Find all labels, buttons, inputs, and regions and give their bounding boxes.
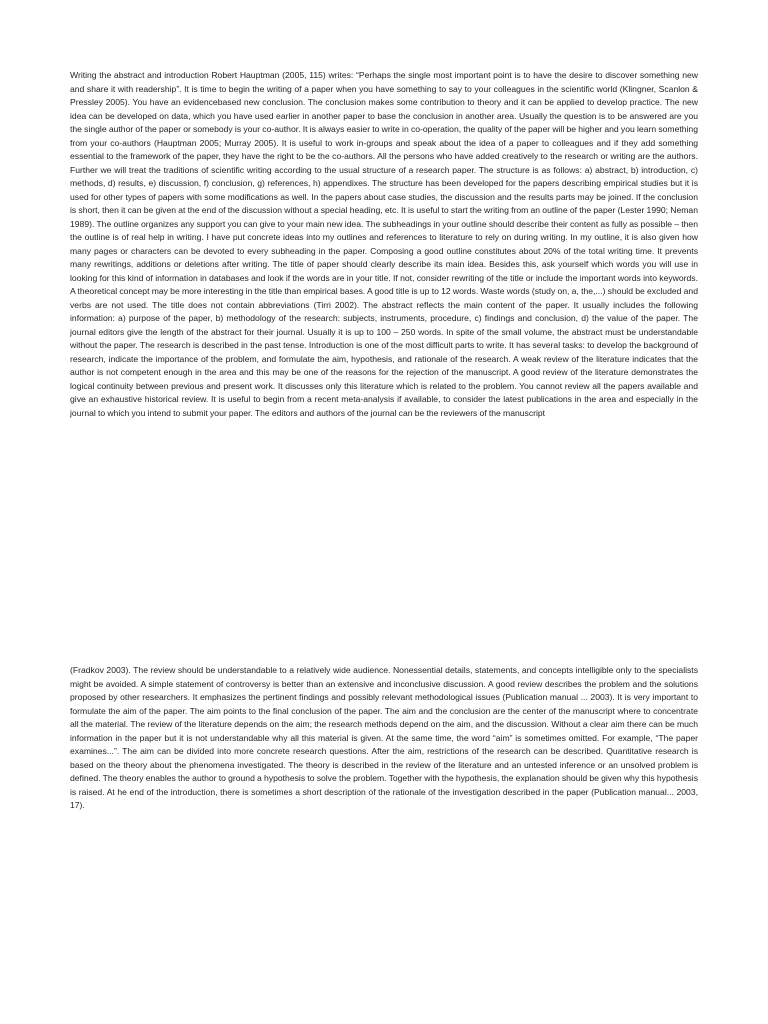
body-paragraph-2: (Fradkov 2003). The review should be understandable to a relatively wide audience. Nonessential details, statements, and concepts intelligible only to the specialists might be avoided. A simple statement of controversy is better than an extensive and inconclusive discussion. A good review describes the problem and the solutions proposed by other researchers. It emphasizes the pertinent findings and possibly relevant methodological issues (Publication manual ... 2003). It is very important to formulate the aim of the paper. The aim points to the final conclusion of the paper. The aim and the conclusion are the center of the manuscript where to concentrate all the material. The review of the literature depends on the aim; the research methods depend on the aim, and the discussion. Without a clear aim there can be much information in the paper but it is not understandable why all this material is given. At the same time, the word “aim” is sometimes omitted. For example, “The paper examines...”. The aim can be divided into more concrete research questions. After the aim, restrictions of the research can be described. Quantitative research is based on the theory about the phenomena investigated. The theory is described in the review of the literature and an untested inference or an unsolved problem is defined. The theory enables the author to ground a hypothesis to solve the problem. Together with the hypothesis, the explanation should be given why this hypothesis is raised. At he end of the introduction, there is sometimes a short description of the rationale of the investigation described in the paper (Publication manual... 2003, 17).	[70, 665, 698, 810]
body-paragraph-1: Writing the abstract and introduction Robert Hauptman (2005, 115) writes: “Perhaps the single most important point is to have the desire to discover something new and share it with readership”. It is time to begin the writing of a paper when you have something to say to your colleagues in the scientific world (Klingner, Scanlon & Pressley 2005). You have an evidencebased new conclusion. The conclusion makes some contribution to theory and it can be applied to develop practice. The new idea can be developed on data, which you have used earlier in another paper to base the conclusion in another area. Usually the question is to be answered are you the single author of the paper or somebody is your co-author. It is always easier to write in co-operation, the quality of the paper will be higher and you learn something from your co-authors (Hauptman 2005; Murray 2005). It is useful to work in-groups and speak about the idea of a paper to colleagues and if they add something essential to the framework of the paper, they have the right to be the co-authors. All the persons who have added creatively to the research or writing are the authors. Further we will treat the traditions of scientific writing according to the usual structure of a research paper. The structure is as follows: a) abstract, b) introduction, c) methods, d) results, e) discussion, f) conclusion, g) references, h) appendixes. The structure has been developed for the papers describing empirical studies but it is used for other types of papers with some modifications as well. In the papers about case studies, the discussion and the results parts may be joined. If the conclusion is short, then it can be given at the end of the discussion without a special heading, etc. It is useful to start the writing from an outline of the paper (Lester 1990; Neman 1989). The outline organizes any support you can give to your main new idea. The subheadings in your outline should describe their content as fully as possible – then the outline is of real help in writing. I have put concrete ideas into my outlines and references to literature to rely on during writing. In my outline, it is also given how many pages or characters can be devoted to every subheading in the paper. Composing a good outline constitutes about 20% of the total writing time. It prevents many rewritings, additions or deletions after writing. The title of paper should clearly describe its main idea. Besides this, ask yourself which words you will use in looking for this kind of information in databases and look if the words are in your title. If not, consider rewriting of the title or include the important words into keywords. A theoretical concept may be more interesting in the title than empirical bases. A good title is up to 12 words. Waste words (study on, a, the,...) should be excluded and verbs are not used. The title does not contain abbreviations (Tirri 2002). The abstract reflects the main content of the paper. It usually includes the following information: a) purpose of the paper, b) methodology of the research: subjects, instruments, procedure, c) findings and conclusion, d) the value of the paper. The journal editors give the length of the abstract for their journal. Usually it is up to 100 – 250 words. In spite of the small volume, the abstract must be understandable without the paper. The research is described in the past tense. Introduction is one of the most difficult parts to write. It has several tasks: to develop the background of research, indicate the importance of the problem, and formulate the aim, hypothesis, and rationale of the research. A weak review of the literature indicates that the author is not competent enough in the area and this may be one of the reasons for the rejection of the manuscript. A good review of the literature demonstrates the logical continuity between previous and present work. It discusses only this literature which is related to the problem. You cannot review all the papers available and give an exhaustive historical review. It is useful to begin from a recent meta-analysis if available, to consider the latest publications in the area and especially in the journal to which you intend to submit your paper. The editors and authors of the journal can be the reviewers of the manuscript	[70, 70, 698, 418]
